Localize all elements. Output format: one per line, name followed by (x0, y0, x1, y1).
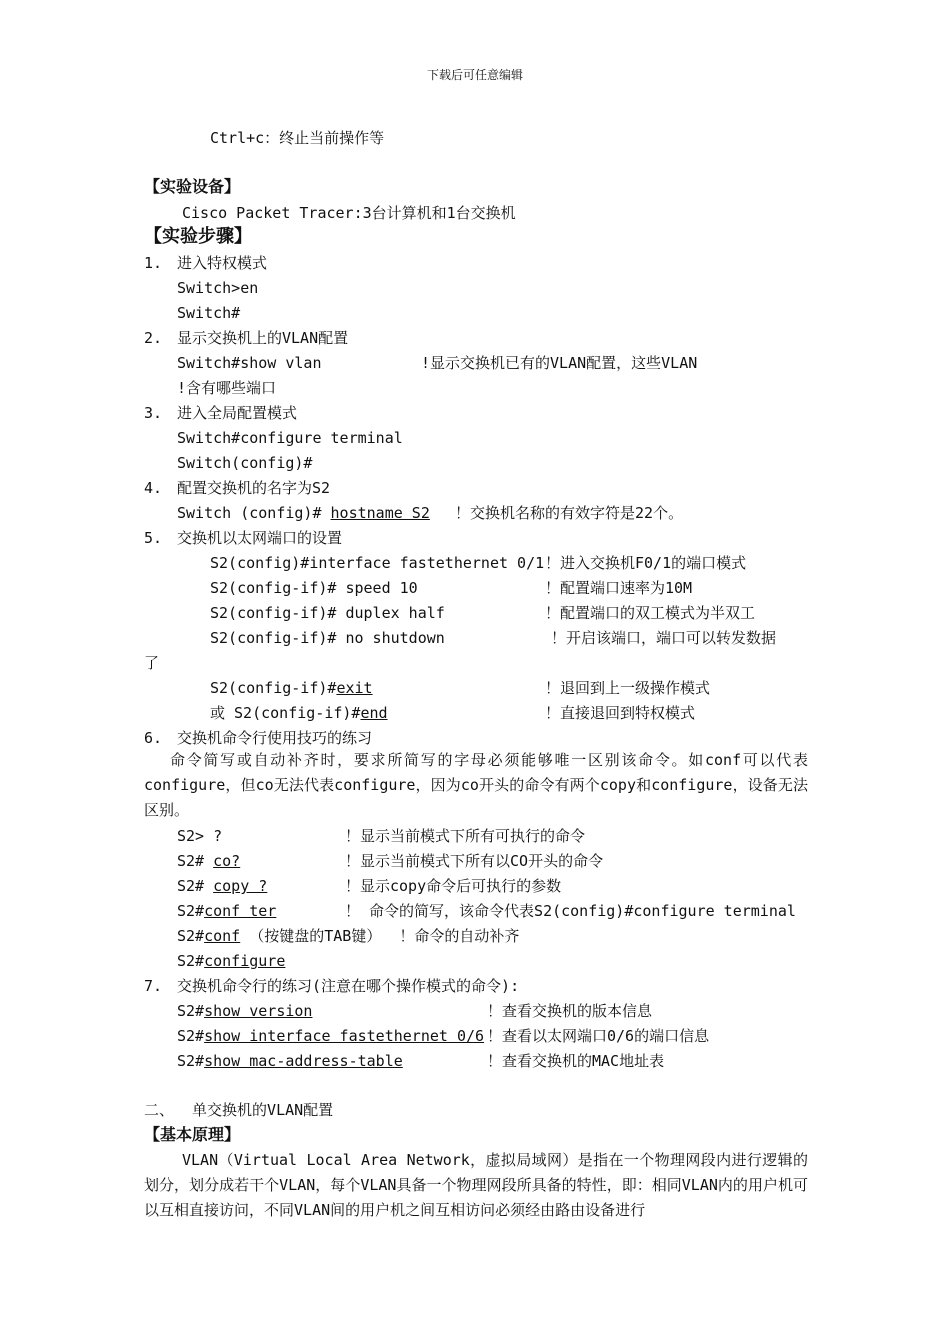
command-line: S2(config)#interface fastethernet 0/1 (210, 554, 545, 572)
command-underlined: conf (204, 927, 241, 945)
command-underlined: show mac-address-table (204, 1052, 403, 1070)
command-note: ！退回到上一级操作模式 (545, 679, 711, 697)
command-underlined: hostname S2 (330, 504, 430, 522)
principle-paragraph: VLAN（Virtual Local Area Network，虚拟局域网）是指在一个物理网段内进行逻辑的划分，划分成若干个VLAN，每个VLAN具备一个物理网段所具备的特性，即：相同VLAN内的用户机可以互相直接访问，不同VLAN间的用户机之间互相访问必须经由路由设备进行 (144, 1151, 808, 1219)
command-line: Switch#show vlan (177, 354, 322, 372)
command-line (177, 1026, 484, 1046)
step-number: 2. (144, 329, 163, 347)
command-line: Switch(config)# (177, 454, 313, 472)
command-note: !含有哪些端口 (177, 379, 277, 397)
command-prefix: S2# (177, 1052, 205, 1070)
command-prefix: 或 S2(config-if)# (210, 704, 361, 722)
step6-paragraph: 命令简写或自动补齐时，要求所简写的字母必须能够唯一区别该命令。如conf可以代表configure，但co无法代表configure，因为co开头的命令有两个copy和configure，设备无法区别。 (144, 751, 808, 819)
command-line (177, 1001, 312, 1021)
command-note-wrap: 了 (144, 654, 160, 672)
command-note: ！交换机名称的有效字符是22个。 (455, 504, 684, 522)
section-steps-heading: 【实验步骤】 (144, 226, 252, 247)
step-number: 5. (144, 529, 163, 547)
command-underlined: show version (204, 1002, 313, 1020)
command-prefix: S2# (177, 1027, 205, 1045)
section-principle-heading: 【基本原理】 (144, 1125, 241, 1144)
command-line: S2(config-if)# duplex half (210, 604, 445, 622)
command-line (210, 703, 388, 723)
command-line (177, 876, 267, 896)
command-underlined: copy ? (213, 877, 268, 895)
command-note: ！查看以太网端口0/6的端口信息 (487, 1027, 710, 1045)
command-line (177, 503, 430, 523)
command-note: ！显示copy命令后可执行的参数 (345, 877, 562, 895)
command-note: !显示交换机已有的VLAN配置，这些VLAN (421, 354, 698, 372)
command-line: S2(config-if)# no shutdown (210, 629, 445, 647)
command-line (177, 901, 276, 921)
command-line (177, 926, 519, 946)
command-note: ！查看交换机的版本信息 (487, 1002, 653, 1020)
command-note: ！显示当前模式下所有以CO开头的命令 (345, 852, 604, 870)
command-prefix: S2# (177, 952, 205, 970)
command-underlined: configure (204, 952, 286, 970)
ctrl-c-line: Ctrl+c：终止当前操作等 (210, 129, 385, 147)
command-note: ！开启该端口，端口可以转发数据 (551, 629, 777, 647)
step-number: 4. (144, 479, 163, 497)
command-note: ！ 命令的简写，该命令代表S2(config)#configure terminal (345, 902, 796, 920)
command-line: Switch# (177, 304, 241, 322)
command-note: （按键盘的TAB键） ！命令的自动补齐 (240, 927, 520, 945)
command-line (177, 951, 285, 971)
command-underlined: end (360, 704, 388, 722)
command-underlined: exit (336, 679, 373, 697)
section-title: 二、 单交换机的VLAN配置 (144, 1101, 334, 1119)
step-number: 3. (144, 404, 163, 422)
command-line: Switch>en (177, 279, 259, 297)
command-note: ！进入交换机F0/1的端口模式 (545, 554, 747, 572)
command-note: ！配置端口的双工模式为半双工 (545, 604, 756, 622)
command-prefix: S2# (177, 852, 214, 870)
command-line: Switch#configure terminal (177, 429, 403, 447)
step-title: 交换机以太网端口的设置 (177, 529, 343, 547)
command-underlined: conf ter (204, 902, 277, 920)
step-title: 配置交换机的名字为S2 (177, 479, 331, 497)
step-number: 6. (144, 729, 163, 747)
command-line: S2> ? (177, 827, 223, 845)
command-prefix: S2(config-if)# (210, 679, 337, 697)
command-note: ！查看交换机的MAC地址表 (487, 1052, 665, 1070)
command-prefix: S2# (177, 1002, 205, 1020)
command-note: ！显示当前模式下所有可执行的命令 (345, 827, 586, 845)
step-title: 交换机命令行的练习(注意在哪个操作模式的命令): (177, 977, 520, 995)
command-line: S2(config-if)# speed 10 (210, 579, 418, 597)
step-title: 进入全局配置模式 (177, 404, 298, 422)
equipment-text: Cisco Packet Tracer:3台计算机和1台交换机 (182, 204, 516, 222)
command-underlined: show interface fastethernet 0/6 (204, 1027, 485, 1045)
step-number: 1. (144, 254, 163, 272)
page-header: 下载后可任意编辑 (426, 68, 523, 82)
command-line (210, 678, 373, 698)
command-prefix: Switch (config)# (177, 504, 331, 522)
step-title: 显示交换机上的VLAN配置 (177, 329, 349, 347)
section-equipment-heading: 【实验设备】 (144, 177, 241, 196)
step-number: 7. (144, 977, 163, 995)
command-note: ！配置端口速率为10M (545, 579, 693, 597)
command-prefix: S2# (177, 877, 214, 895)
command-note: ！直接退回到特权模式 (545, 704, 696, 722)
command-prefix: S2# (177, 927, 205, 945)
step-title: 进入特权模式 (177, 254, 268, 272)
command-prefix: S2# (177, 902, 205, 920)
step-title: 交换机命令行使用技巧的练习 (177, 729, 373, 747)
command-line (177, 851, 240, 871)
command-line (177, 1051, 403, 1071)
command-underlined: co? (213, 852, 241, 870)
